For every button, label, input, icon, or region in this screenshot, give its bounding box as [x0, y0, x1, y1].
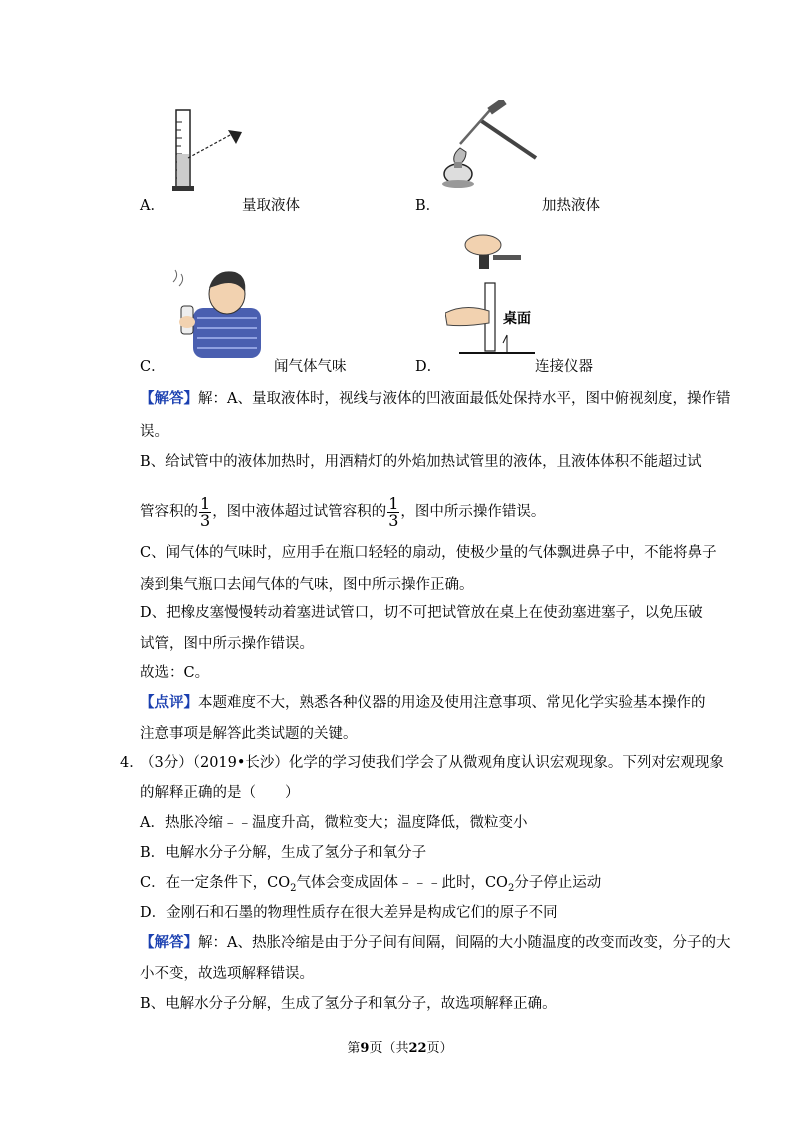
question-4-option-c: C．在一定条件下，$CO_2$气体会变成固体﹣﹣﹣此时，$CO_2$分子停止运动: [140, 875, 602, 894]
question-4-line-1: （3分）（2019•长沙）化学的学习使我们学会了从微观角度认识宏观现象。下列对宏观现象: [140, 755, 724, 771]
comment-1-line-1: 【点评】本题难度不大，熟悉各种仪器的用途及使用注意事项、常见化学实验基本操作的: [140, 694, 706, 711]
option-b-letter: B．: [415, 198, 441, 214]
measuring-cylinder-figure: [170, 108, 250, 193]
question-4-option-d: D．金刚石和石墨的物理性质存在很大差异是构成它们的原子不同: [140, 905, 558, 921]
desk-label: 桌面: [503, 311, 531, 327]
answer-tag: 【解答】: [140, 390, 198, 407]
comment-tag: 【点评】: [140, 694, 198, 711]
answer-2-line-b1: B、电解水分子分解，生成了氢分子和氧分子，故选项解释正确。: [140, 996, 557, 1012]
answer-1-line-c1: C、闻气体的气味时，应用手在瓶口轻轻的扇动，使极少量的气体飘进鼻子中，不能将鼻子: [140, 545, 717, 561]
answer-1-line-c2: 凑到集气瓶口去闻气体的气味，图中所示操作正确。: [140, 577, 474, 593]
answer-1-line-d2: 试管，图中所示操作错误。: [140, 636, 314, 652]
smelling-gas-figure: [165, 262, 270, 358]
answer-1-line-a2: 误。: [140, 424, 169, 440]
option-a-label: 量取液体: [242, 198, 300, 214]
answer-2-line-a2: 小不变，故选项解释错误。: [140, 966, 314, 982]
option-d-label: 连接仪器: [535, 359, 593, 375]
total-pages: 22: [408, 1041, 427, 1056]
option-c-label: 闻气体气味: [274, 359, 347, 375]
question-4-option-a: A．热胀冷缩﹣﹣温度升高，微粒变大；温度降低，微粒变小: [140, 815, 528, 831]
question-4-line-2: 的解释正确的是（ ）: [140, 785, 300, 801]
option-a-letter: A．: [140, 198, 165, 214]
fraction-one-third: $\frac{1}{3}$: [388, 493, 399, 530]
answer-1-line-a1: 【解答】解：A、量取液体时，视线与液体的凹液面最低处保持水平，图中俯视刻度，操作错: [140, 390, 731, 407]
fraction-one-third: $\frac{1}{3}$: [200, 493, 211, 530]
answer-1-line-b1: B、给试管中的液体加热时，用酒精灯的外焰加热试管里的液体，且液体体积不能超过试: [140, 454, 702, 470]
question-4-number: 4．: [120, 755, 144, 771]
answer-1-choice: 故选：C。: [140, 665, 210, 681]
answer-1-line-b2: 管容积的 $\frac{1}{3}$ ，图中液体超过试管容积的 $\frac{1}{3}$ ，图中所示操作错误。: [140, 493, 546, 530]
page-footer: 第9页（共22页）: [347, 1041, 453, 1056]
answer-tag: 【解答】: [140, 934, 198, 951]
question-4-option-b: B．电解水分子分解，生成了氢分子和氧分子: [140, 845, 427, 861]
option-c-letter: C．: [140, 359, 166, 375]
comment-1-line-2: 注意事项是解答此类试题的关键。: [140, 726, 358, 742]
heating-liquid-figure: [440, 100, 550, 192]
option-b-label: 加热液体: [542, 198, 600, 214]
option-d-letter: D．: [415, 359, 442, 375]
page-number: 9: [360, 1041, 370, 1056]
answer-2-line-a1: 【解答】解：A、热胀冷缩是由于分子间有间隔，间隔的大小随温度的改变而改变，分子的大: [140, 934, 731, 951]
answer-1-line-d1: D、把橡皮塞慢慢转动着塞进试管口，切不可把试管放在桌上在使劲塞进塞子，以免压破: [140, 605, 703, 621]
connecting-apparatus-figure: [445, 233, 555, 358]
